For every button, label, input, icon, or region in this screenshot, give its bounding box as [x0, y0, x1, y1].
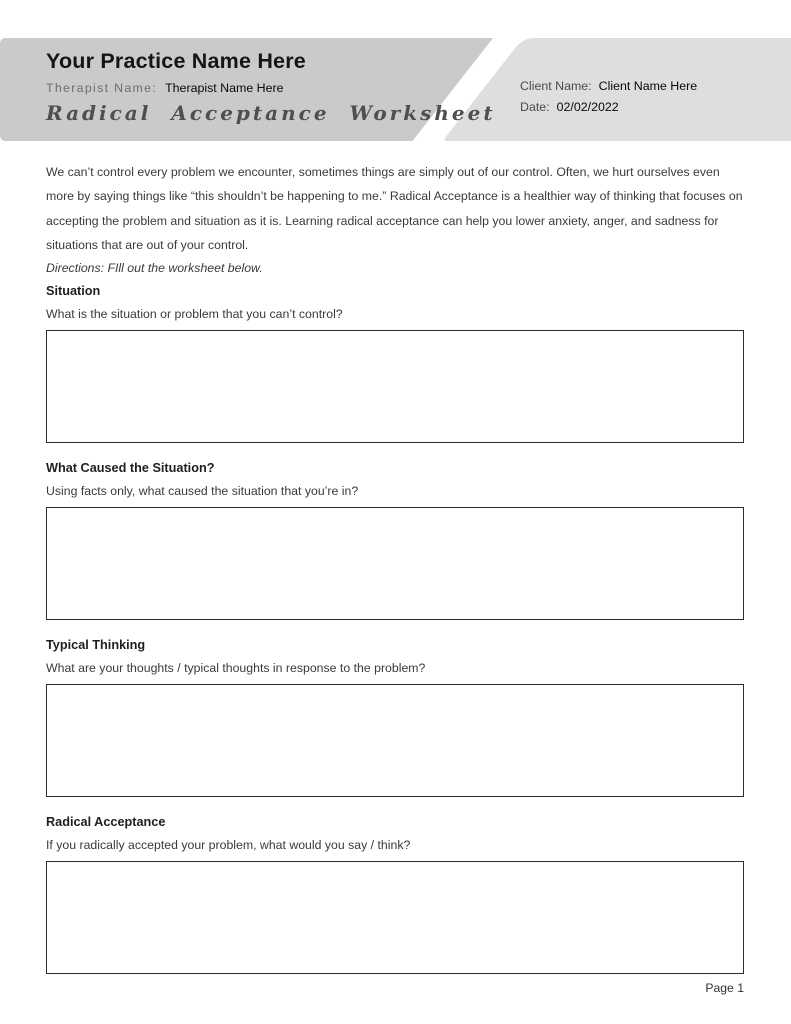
section-situation: [46, 283, 744, 443]
date-line: [520, 97, 697, 118]
typical-thinking-input[interactable]: [46, 684, 744, 797]
header-band: [0, 38, 791, 141]
section-situation-heading: Situation: [46, 284, 101, 299]
date-label: Date:: [520, 100, 550, 114]
section-typical-thinking: [46, 637, 744, 797]
section-situation-question: What is the situation or problem that you can’t control?: [46, 307, 343, 322]
worksheet-content: [46, 141, 744, 996]
worksheet-title: Radical Acceptance Worksheet: [46, 101, 496, 125]
radical-acceptance-input[interactable]: [46, 861, 744, 974]
section-cause: [46, 460, 744, 620]
practice-name: Your Practice Name Here: [46, 49, 306, 73]
section-typical-thinking-heading: Typical Thinking: [46, 638, 146, 653]
client-name-label: Client Name:: [520, 79, 592, 93]
section-radical-acceptance-question: If you radically accepted your problem, what would you say / think?: [46, 838, 411, 853]
header-right-block: [520, 76, 697, 118]
therapist-name-value: Therapist Name Here: [165, 81, 284, 95]
date-value: 02/02/2022: [556, 100, 619, 114]
section-radical-acceptance-heading: Radical Acceptance: [46, 815, 166, 830]
directions-text: Directions: FIll out the worksheet below.: [46, 261, 263, 276]
intro-paragraph: We can’t control every problem we encounter, sometimes things are simply out of our control. Often, we hurt ourselves even more by saying things like “this shouldn’t be happening to me.” Radical Acceptance is a healthier way of thinking that focuses on accepting the problem and situation as it is. Learning radical acceptance can help you lower anxiety, anger, and sadness for situations that are out of your control.: [46, 165, 743, 252]
cause-input[interactable]: [46, 507, 744, 620]
section-cause-heading: What Caused the Situation?: [46, 461, 215, 476]
section-cause-question: Using facts only, what caused the situation that you’re in?: [46, 484, 359, 499]
section-typical-thinking-question: What are your thoughts / typical thoughts in response to the problem?: [46, 661, 426, 676]
section-radical-acceptance: [46, 814, 744, 974]
header-left-block: [46, 38, 496, 125]
therapist-name-label: Therapist Name:: [46, 81, 158, 95]
situation-input[interactable]: [46, 330, 744, 443]
client-name-value: Client Name Here: [598, 79, 698, 93]
client-name-line: [520, 76, 697, 97]
therapist-name-line: [46, 81, 496, 95]
page-number: Page 1: [705, 981, 744, 996]
